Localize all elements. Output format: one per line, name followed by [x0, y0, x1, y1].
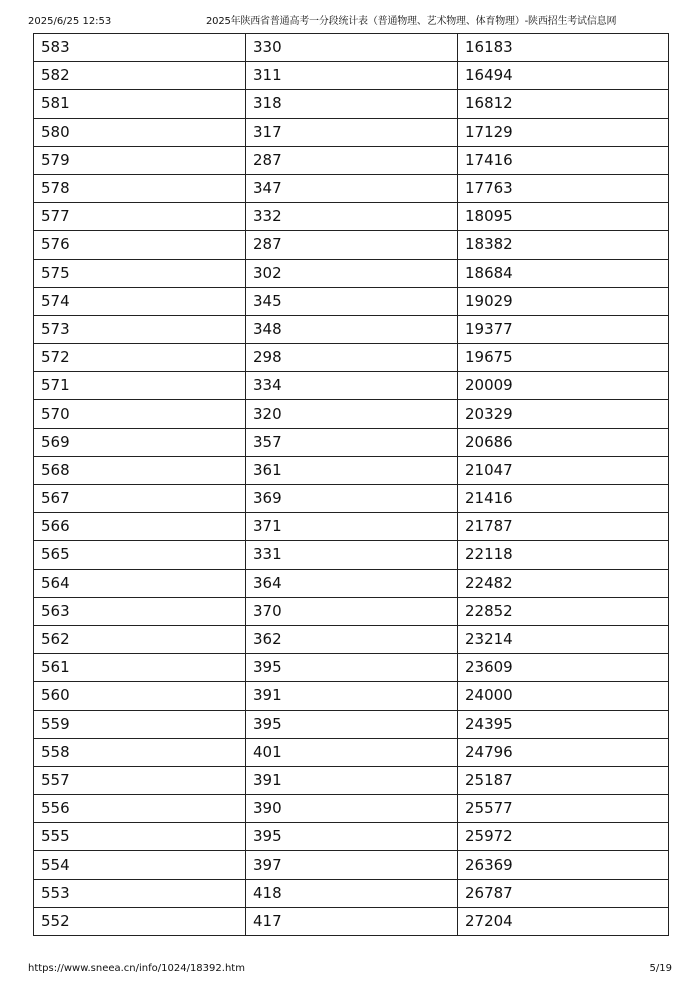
count-cell: 395 [246, 710, 458, 738]
score-cell: 563 [34, 597, 246, 625]
table-row [34, 851, 669, 879]
count-cell: 418 [246, 879, 458, 907]
score-cell: 576 [34, 231, 246, 259]
score-cell: 561 [34, 654, 246, 682]
table-row [34, 315, 669, 343]
score-cell: 569 [34, 428, 246, 456]
score-cell: 562 [34, 625, 246, 653]
cumulative-cell: 25972 [458, 823, 669, 851]
table-row [34, 569, 669, 597]
table-row [34, 541, 669, 569]
score-cell: 554 [34, 851, 246, 879]
cumulative-cell: 22482 [458, 569, 669, 597]
cumulative-cell: 25187 [458, 766, 669, 794]
cumulative-cell: 22852 [458, 597, 669, 625]
table-row [34, 766, 669, 794]
table-row [34, 146, 669, 174]
count-cell: 417 [246, 907, 458, 935]
count-cell: 347 [246, 174, 458, 202]
score-cell: 568 [34, 456, 246, 484]
cumulative-cell: 16812 [458, 90, 669, 118]
score-cell: 552 [34, 907, 246, 935]
table-row [34, 738, 669, 766]
cumulative-cell: 26787 [458, 879, 669, 907]
count-cell: 390 [246, 795, 458, 823]
count-cell: 317 [246, 118, 458, 146]
count-cell: 320 [246, 400, 458, 428]
page-number: 5/19 [649, 963, 672, 974]
table-row [34, 34, 669, 62]
table-row [34, 203, 669, 231]
cumulative-cell: 21787 [458, 513, 669, 541]
cumulative-cell: 24796 [458, 738, 669, 766]
cumulative-cell: 17129 [458, 118, 669, 146]
cumulative-cell: 24395 [458, 710, 669, 738]
count-cell: 391 [246, 682, 458, 710]
count-cell: 334 [246, 372, 458, 400]
score-cell: 566 [34, 513, 246, 541]
count-cell: 287 [246, 146, 458, 174]
print-datetime: 2025/6/25 12:53 [28, 16, 112, 27]
table-row [34, 485, 669, 513]
count-cell: 302 [246, 259, 458, 287]
cumulative-cell: 25577 [458, 795, 669, 823]
cumulative-cell: 18382 [458, 231, 669, 259]
table-row [34, 372, 669, 400]
score-cell: 574 [34, 287, 246, 315]
score-cell: 581 [34, 90, 246, 118]
table-row [34, 90, 669, 118]
score-cell: 557 [34, 766, 246, 794]
cumulative-cell: 19029 [458, 287, 669, 315]
count-cell: 395 [246, 654, 458, 682]
cumulative-cell: 18095 [458, 203, 669, 231]
count-cell: 332 [246, 203, 458, 231]
score-cell: 582 [34, 62, 246, 90]
table-row [34, 428, 669, 456]
score-cell: 570 [34, 400, 246, 428]
count-cell: 357 [246, 428, 458, 456]
score-cell: 558 [34, 738, 246, 766]
count-cell: 318 [246, 90, 458, 118]
count-cell: 395 [246, 823, 458, 851]
cumulative-cell: 17416 [458, 146, 669, 174]
count-cell: 361 [246, 456, 458, 484]
cumulative-cell: 16494 [458, 62, 669, 90]
score-cell: 577 [34, 203, 246, 231]
cumulative-cell: 22118 [458, 541, 669, 569]
score-cell: 575 [34, 259, 246, 287]
cumulative-cell: 20009 [458, 372, 669, 400]
count-cell: 311 [246, 62, 458, 90]
count-cell: 345 [246, 287, 458, 315]
count-cell: 348 [246, 315, 458, 343]
cumulative-cell: 17763 [458, 174, 669, 202]
count-cell: 287 [246, 231, 458, 259]
score-table-container [33, 33, 668, 936]
table-row [34, 823, 669, 851]
score-distribution-table [33, 33, 669, 936]
score-cell: 565 [34, 541, 246, 569]
count-cell: 369 [246, 485, 458, 513]
table-row [34, 682, 669, 710]
cumulative-cell: 18684 [458, 259, 669, 287]
count-cell: 331 [246, 541, 458, 569]
cumulative-cell: 16183 [458, 34, 669, 62]
table-row [34, 344, 669, 372]
count-cell: 298 [246, 344, 458, 372]
cumulative-cell: 24000 [458, 682, 669, 710]
count-cell: 330 [246, 34, 458, 62]
count-cell: 370 [246, 597, 458, 625]
table-row [34, 710, 669, 738]
table-row [34, 287, 669, 315]
table-row [34, 400, 669, 428]
cumulative-cell: 21047 [458, 456, 669, 484]
cumulative-cell: 23609 [458, 654, 669, 682]
table-row [34, 513, 669, 541]
score-cell: 553 [34, 879, 246, 907]
table-row [34, 231, 669, 259]
cumulative-cell: 20329 [458, 400, 669, 428]
table-row [34, 597, 669, 625]
score-cell: 580 [34, 118, 246, 146]
score-cell: 573 [34, 315, 246, 343]
table-row [34, 907, 669, 935]
cumulative-cell: 26369 [458, 851, 669, 879]
cumulative-cell: 19377 [458, 315, 669, 343]
cumulative-cell: 21416 [458, 485, 669, 513]
score-cell: 564 [34, 569, 246, 597]
count-cell: 362 [246, 625, 458, 653]
score-cell: 572 [34, 344, 246, 372]
score-cell: 583 [34, 34, 246, 62]
score-cell: 571 [34, 372, 246, 400]
table-body [34, 34, 669, 936]
score-cell: 578 [34, 174, 246, 202]
count-cell: 364 [246, 569, 458, 597]
table-row [34, 879, 669, 907]
count-cell: 391 [246, 766, 458, 794]
table-row [34, 118, 669, 146]
score-cell: 559 [34, 710, 246, 738]
table-row [34, 795, 669, 823]
table-row [34, 174, 669, 202]
table-row [34, 654, 669, 682]
score-cell: 579 [34, 146, 246, 174]
cumulative-cell: 23214 [458, 625, 669, 653]
cumulative-cell: 19675 [458, 344, 669, 372]
score-cell: 555 [34, 823, 246, 851]
score-cell: 567 [34, 485, 246, 513]
score-cell: 560 [34, 682, 246, 710]
print-footer [28, 962, 672, 976]
table-row [34, 62, 669, 90]
table-row [34, 625, 669, 653]
page-url: https://www.sneea.cn/info/1024/18392.htm [28, 963, 245, 974]
count-cell: 397 [246, 851, 458, 879]
cumulative-cell: 20686 [458, 428, 669, 456]
count-cell: 371 [246, 513, 458, 541]
score-cell: 556 [34, 795, 246, 823]
cumulative-cell: 27204 [458, 907, 669, 935]
table-row [34, 259, 669, 287]
table-row [34, 456, 669, 484]
count-cell: 401 [246, 738, 458, 766]
print-header [28, 14, 670, 30]
page-title: 2025年陕西省普通高考一分段统计表（普通物理、艺术物理、体育物理）-陕西招生考试信息网 [206, 16, 617, 27]
